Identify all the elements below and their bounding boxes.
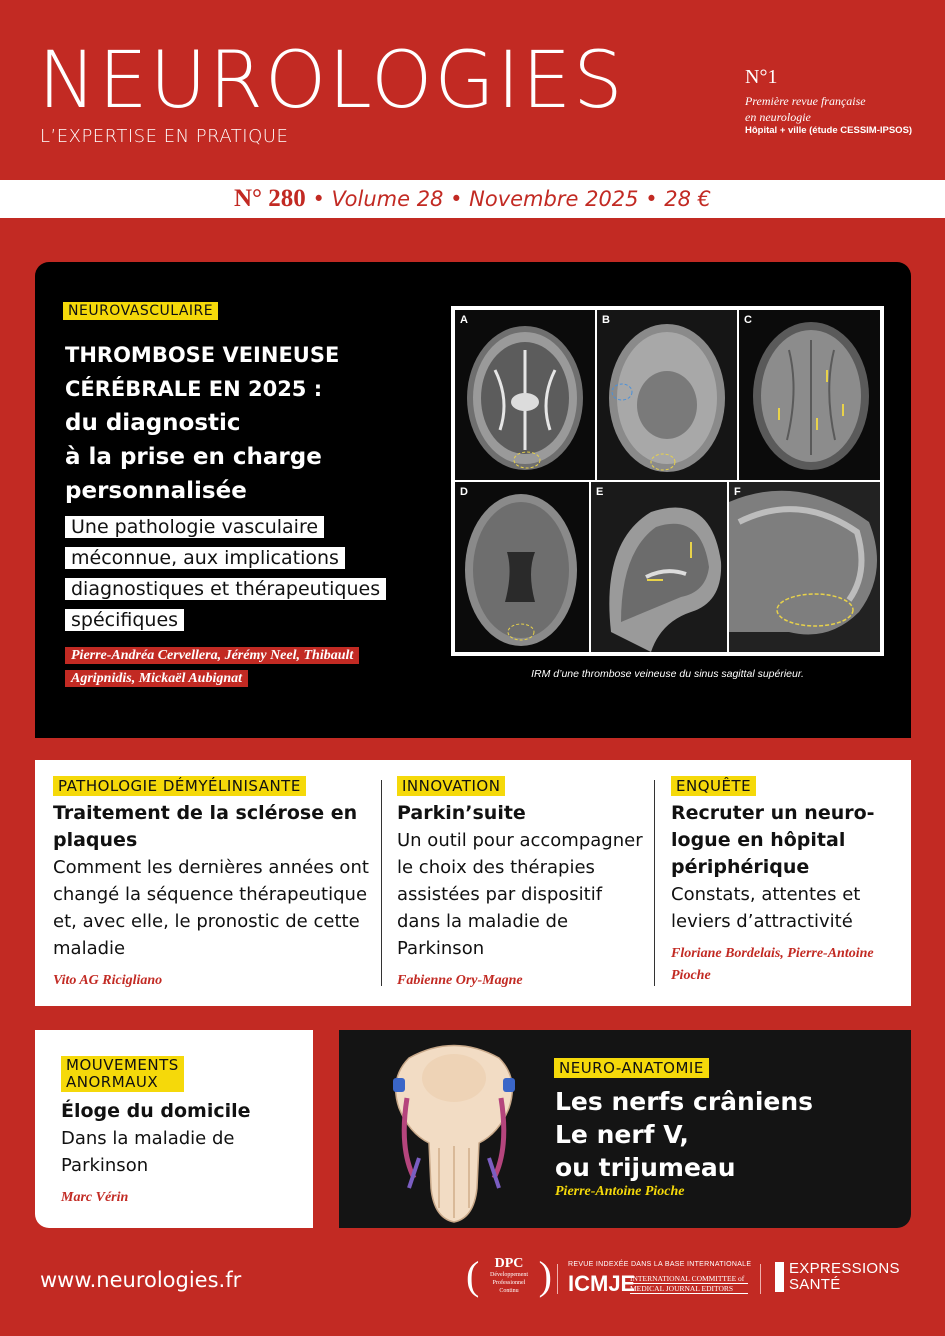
article-authors: Fabienne Ory-Magne — [397, 973, 523, 988]
mri-figure — [451, 306, 884, 656]
publisher-logo-line: SANTÉ — [789, 1276, 841, 1293]
lead-authors — [65, 644, 405, 690]
article-card-mouvements[interactable] — [35, 1030, 313, 1228]
publisher-logo-mark — [775, 1262, 784, 1292]
lead-deck — [65, 512, 425, 636]
article-category-tag: NEURO-ANATOMIE — [554, 1058, 709, 1078]
article-category-tag: ENQUÊTE — [671, 776, 756, 796]
mri-panel-label: F — [734, 486, 741, 498]
mri-caption: IRM d’une thrombose veineuse du sinus sagittal supérieur. — [531, 668, 804, 680]
article-title: Recruter un neuro-logue en hôpital périphérique — [671, 802, 875, 878]
article-deck: Constats, attentes et leviers d’attractivité — [671, 884, 861, 932]
article-title: Traitement de la sclérose en plaques — [53, 802, 358, 851]
dpc-logo-title: DPC — [494, 1256, 524, 1271]
article-category-tag-line: ANORMAUX — [66, 1073, 159, 1091]
dpc-logo-line: Développement — [490, 1272, 528, 1278]
issue-number: N° 280 — [233, 185, 306, 212]
article-card-neuroanatomie[interactable] — [339, 1030, 911, 1228]
mri-panel-label: E — [596, 486, 604, 498]
publisher-logo — [789, 1261, 900, 1293]
publisher-logo-line: EXPRESSIONS — [789, 1260, 900, 1277]
mri-axial-image — [455, 310, 595, 480]
issue-bar — [0, 180, 945, 218]
article-title: Parkin’suite — [397, 802, 526, 824]
dpc-logo: ( DPC Développement Professionnel Continu ) — [466, 1253, 552, 1298]
article-authors: Floriane Bordelais, Pierre-Antoine Pioche — [671, 946, 874, 983]
rank-text-line2: en neurologie — [745, 110, 811, 124]
icmje-fullname-line: MEDICAL JOURNAL EDITORS — [630, 1284, 748, 1294]
lead-headline-line: THROMBOSE VEINEUSE — [65, 343, 340, 367]
rank-text-line1: Première revue française — [745, 94, 866, 108]
icmje-fullname — [630, 1274, 748, 1294]
article-card-sep[interactable] — [53, 776, 383, 988]
issue-details: • Volume 28 • Novembre 2025 • 28 € — [305, 187, 712, 211]
mri-panel-d — [455, 482, 589, 652]
lead-headline-line: CÉRÉBRALE EN 2025 : — [65, 377, 323, 401]
mri-panel-label: D — [460, 486, 468, 498]
article-title — [555, 1085, 813, 1184]
mri-panel-c — [739, 310, 880, 480]
website-link[interactable]: www.neurologies.fr — [40, 1268, 242, 1292]
dpc-logo-line: Professionnel — [492, 1280, 526, 1286]
article-title-line: Les nerfs crâniens — [555, 1087, 814, 1116]
mri-panel-a — [455, 310, 595, 480]
article-category-tag: INNOVATION — [397, 776, 505, 796]
mri-panel-label: B — [602, 314, 610, 326]
rank-text-line3: Hôpital + ville (étude CESSIM-IPSOS) — [745, 125, 913, 136]
article-card-enquete[interactable] — [671, 776, 896, 988]
article-category-tag-line: MOUVEMENTS — [66, 1056, 179, 1074]
footer-separator — [760, 1264, 761, 1294]
mri-panel-b — [597, 310, 737, 480]
icmje-indexed-text: REVUE INDEXÉE DANS LA BASE INTERNATIONALE — [568, 1261, 752, 1268]
article-category-tag: PATHOLOGIE DÉMYÉLINISANTE — [53, 776, 306, 796]
article-deck: Dans la maladie de Parkinson — [61, 1128, 235, 1176]
lead-headline-line: à la prise en charge — [65, 444, 322, 470]
article-deck: Comment les dernières années ont changé la séquence thérapeutique et, avec elle, le pronostic de cette maladie — [53, 857, 369, 959]
mri-axial-image — [739, 310, 880, 480]
mri-panel-label: A — [460, 314, 468, 326]
article-title-line: Le nerf V, — [555, 1120, 689, 1149]
article-authors: Vito AG Ricigliano — [53, 973, 163, 988]
column-divider — [654, 780, 655, 986]
article-title-line: ou trijumeau — [555, 1153, 736, 1182]
article-deck: Un outil pour accompagner le choix des thérapies assistées par dispositif dans la maladie de Parkinson — [397, 830, 643, 959]
article-category-tag — [61, 1056, 184, 1092]
mri-axial-image — [597, 310, 737, 480]
mri-sagittal-image — [729, 482, 880, 652]
lead-headline — [65, 338, 425, 508]
lead-category-tag: NEUROVASCULAIRE — [63, 302, 218, 320]
mri-panel-f — [729, 482, 880, 652]
footer-separator — [557, 1264, 558, 1294]
icmje-logo: ICMJE — [568, 1271, 636, 1296]
article-title: Éloge du domicile — [61, 1100, 251, 1122]
mri-axial-image — [455, 482, 589, 652]
rank-number: N°1 — [745, 66, 778, 88]
lead-article[interactable] — [35, 262, 911, 738]
lead-authors-text: Pierre-Andréa Cervellera, Jérémy Neel, Thibault Agripnidis, Mickaël Aubignat — [65, 647, 359, 687]
icmje-fullname-line: INTERNATIONAL COMMITTEE of — [630, 1274, 748, 1284]
article-authors: Pierre-Antoine Pioche — [555, 1184, 685, 1199]
mri-panel-e — [591, 482, 727, 652]
lead-headline-line: du diagnostic — [65, 410, 241, 436]
article-card-parkinsuite[interactable] — [397, 776, 647, 988]
magazine-subtitle: L’EXPERTISE EN PRATIQUE — [40, 126, 289, 147]
lead-headline-line: personnalisée — [65, 478, 247, 504]
mri-panel-label: C — [744, 314, 752, 326]
column-divider — [381, 780, 382, 986]
mri-sagittal-image — [591, 482, 727, 652]
dpc-logo-line: Continu — [499, 1288, 519, 1294]
magazine-title: NEUROLOGIES — [38, 36, 625, 126]
secondary-articles — [35, 760, 911, 1006]
lead-deck-text: Une pathologie vasculaire méconnue, aux implications diagnostiques et thérapeutiques spécifiques — [65, 516, 386, 631]
article-authors: Marc Vérin — [61, 1190, 129, 1205]
brainstem-illustration — [379, 1038, 529, 1224]
